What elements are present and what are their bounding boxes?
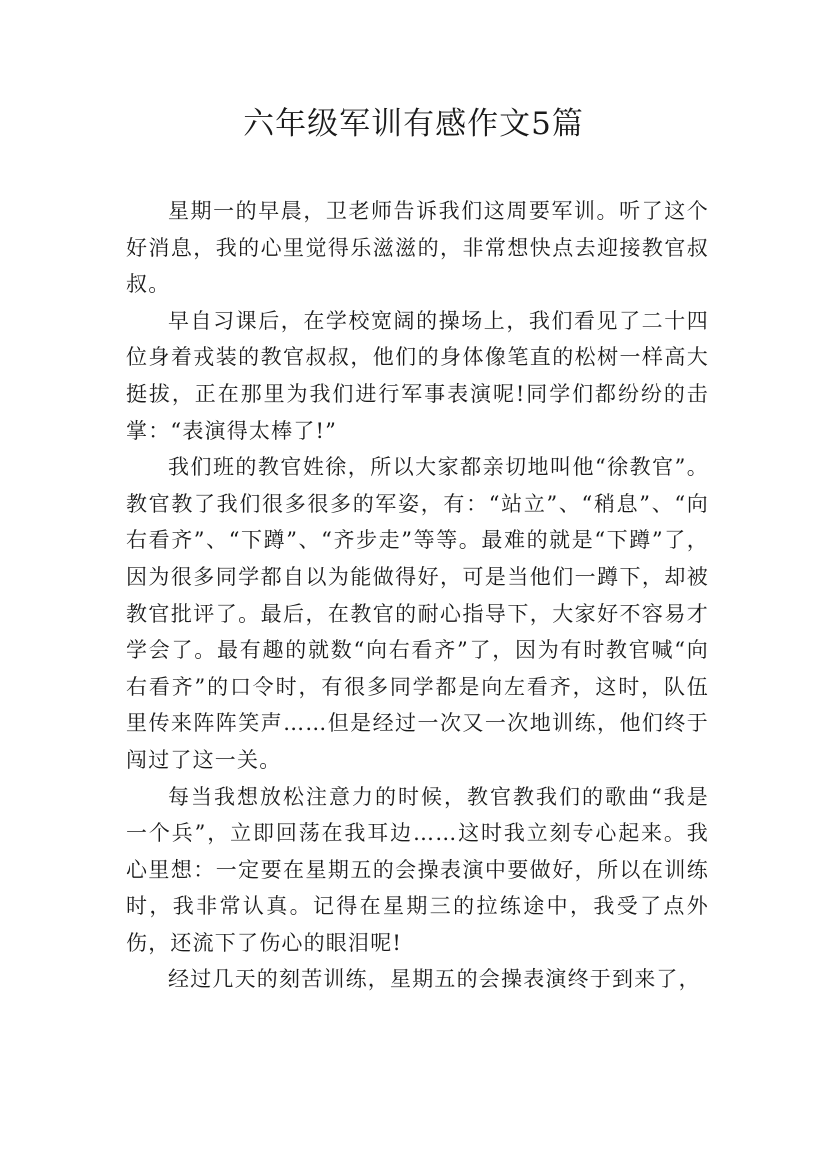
paragraph: 经过几天的刻苦训练，星期五的会操表演终于到来了， bbox=[168, 967, 701, 992]
paragraph: 每当我想放松注意力的时候，教官教我们的歌曲“我是一个兵”，立即回荡在我耳边……这时我立刻专心起来。我心里想：一定要在星期五的会操表演中要做好，所以在训练时，我非常认真。记得在星期三的拉练途中，我受了点外伤，还流下了伤心的眼泪呢! bbox=[126, 784, 709, 955]
document-body bbox=[126, 193, 709, 998]
paragraph: 星期一的早晨，卫老师告诉我们这周要军训。听了这个好消息，我的心里觉得乐滋滋的，非常想快点去迎接教官叔叔。 bbox=[126, 199, 709, 297]
paragraph: 我们班的教官姓徐，所以大家都亲切地叫他“徐教官”。教官教了我们很多很多的军姿，有：“站立”、“稍息”、“向右看齐”、“下蹲”、“齐步走”等等。最难的就是“下蹲”了，因为很多同学都自以为能做得好，可是当他们一蹲下，却被教官批评了。最后，在教官的耐心指导下，大家好不容易才学会了。最有趣的就数“向右看齐”了，因为有时教官喊“向右看齐”的口令时，有很多同学都是向左看齐，这时，队伍里传来阵阵笑声……但是经过一次又一次地训练，他们终于闯过了这一关。 bbox=[126, 455, 709, 772]
paragraph: 早自习课后，在学校宽阔的操场上，我们看见了二十四位身着戎装的教官叔叔，他们的身体像笔直的松树一样高大挺拔，正在那里为我们进行军事表演呢!同学们都纷纷的击掌：“表演得太棒了!” bbox=[126, 308, 709, 443]
document-title: 六年级军训有感作文5篇 bbox=[243, 106, 584, 142]
